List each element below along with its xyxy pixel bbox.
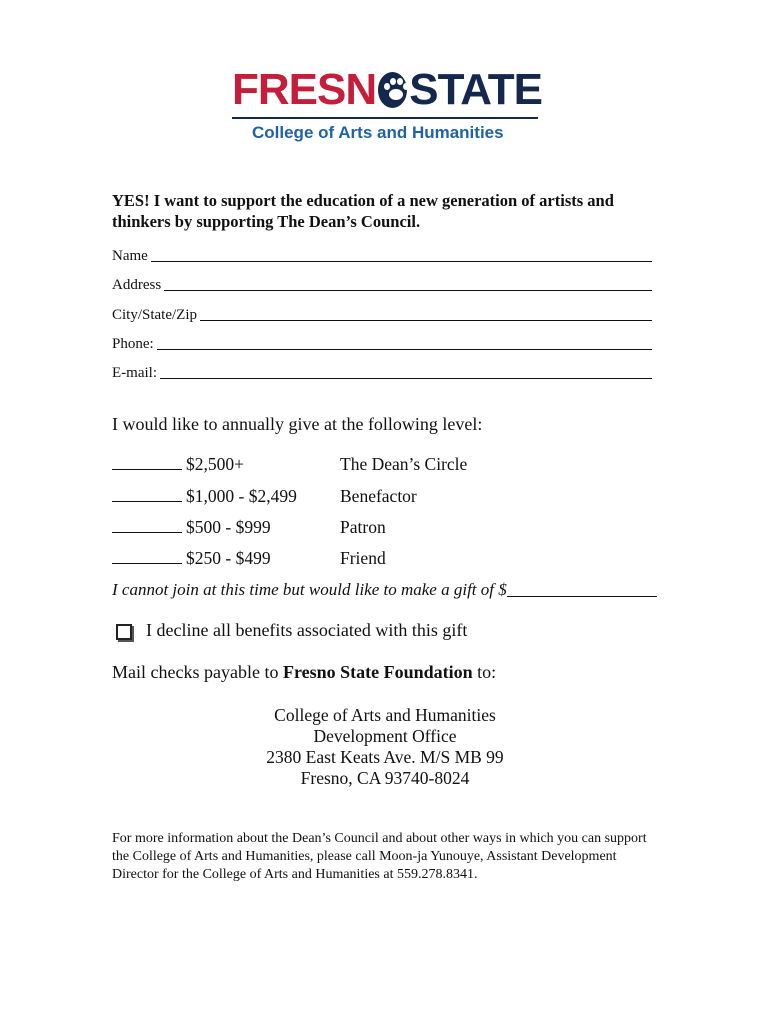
mailing-address: [200, 705, 570, 789]
level-option[interactable]: [112, 517, 271, 538]
decline-benefits-label: I decline all benefits associated with this gift: [146, 620, 468, 640]
logo-divider: [232, 117, 538, 119]
decline-benefits-checkbox[interactable]: [116, 624, 132, 640]
city-state-zip-field[interactable]: [112, 307, 652, 324]
level-amount: $250 - $499: [186, 548, 271, 568]
email-field[interactable]: [112, 365, 652, 382]
level-name: Benefactor: [340, 486, 417, 506]
form-heading: YES! I want to support the education of a new generation of artists and thinkers by supporting The Dean’s Council.: [112, 191, 614, 231]
logo-word-fresno: FRESN: [232, 65, 377, 114]
payee-name: Fresno State Foundation: [282, 662, 473, 682]
paw-icon: [378, 72, 407, 108]
contact-info: For more information about the Dean’s Council and about other ways in which you can support the College of Arts and Humanities, please call Moon-ja Yunouye, Assistant Development Director for the College of Arts and Humanities at 559.278.8341.: [112, 831, 647, 882]
email-label: E-mail:: [112, 365, 157, 381]
level-option[interactable]: [112, 454, 244, 475]
address-line: College of Arts and Humanities: [274, 705, 496, 725]
level-amount: $2,500+: [186, 454, 244, 474]
mail-text-before: Mail checks payable to: [112, 662, 283, 682]
giving-level-intro: I would like to annually give at the following level:: [112, 414, 483, 434]
level-amount: $1,000 - $2,499: [186, 486, 297, 506]
level-amount: $500 - $999: [186, 517, 271, 537]
fresno-state-logo: [232, 65, 542, 143]
mail-text-after: to:: [472, 662, 497, 682]
level-option[interactable]: [112, 486, 297, 507]
mail-instructions: [112, 662, 496, 683]
one-time-gift-field[interactable]: [112, 580, 657, 600]
phone-field[interactable]: [112, 336, 652, 353]
gift-label: I cannot join at this time but would like to make a gift of $: [112, 580, 507, 599]
phone-label: Phone:: [112, 336, 154, 352]
level-name: Patron: [340, 517, 386, 537]
address-label: Address: [112, 277, 162, 293]
level-name: Friend: [340, 548, 386, 568]
name-field[interactable]: [112, 248, 652, 265]
address-line: Fresno, CA 93740-8024: [300, 768, 470, 788]
address-line: Development Office: [313, 726, 457, 746]
address-field[interactable]: [112, 277, 652, 294]
address-line: 2380 East Keats Ave. M/S MB 99: [266, 747, 504, 767]
level-name: The Dean’s Circle: [340, 454, 468, 474]
logo-subtitle: College of Arts and Humanities: [252, 123, 504, 142]
logo-word-state: STATE: [409, 65, 542, 114]
level-option[interactable]: [112, 548, 271, 569]
name-label: Name: [112, 248, 148, 264]
city-state-zip-label: City/State/Zip: [112, 307, 197, 323]
